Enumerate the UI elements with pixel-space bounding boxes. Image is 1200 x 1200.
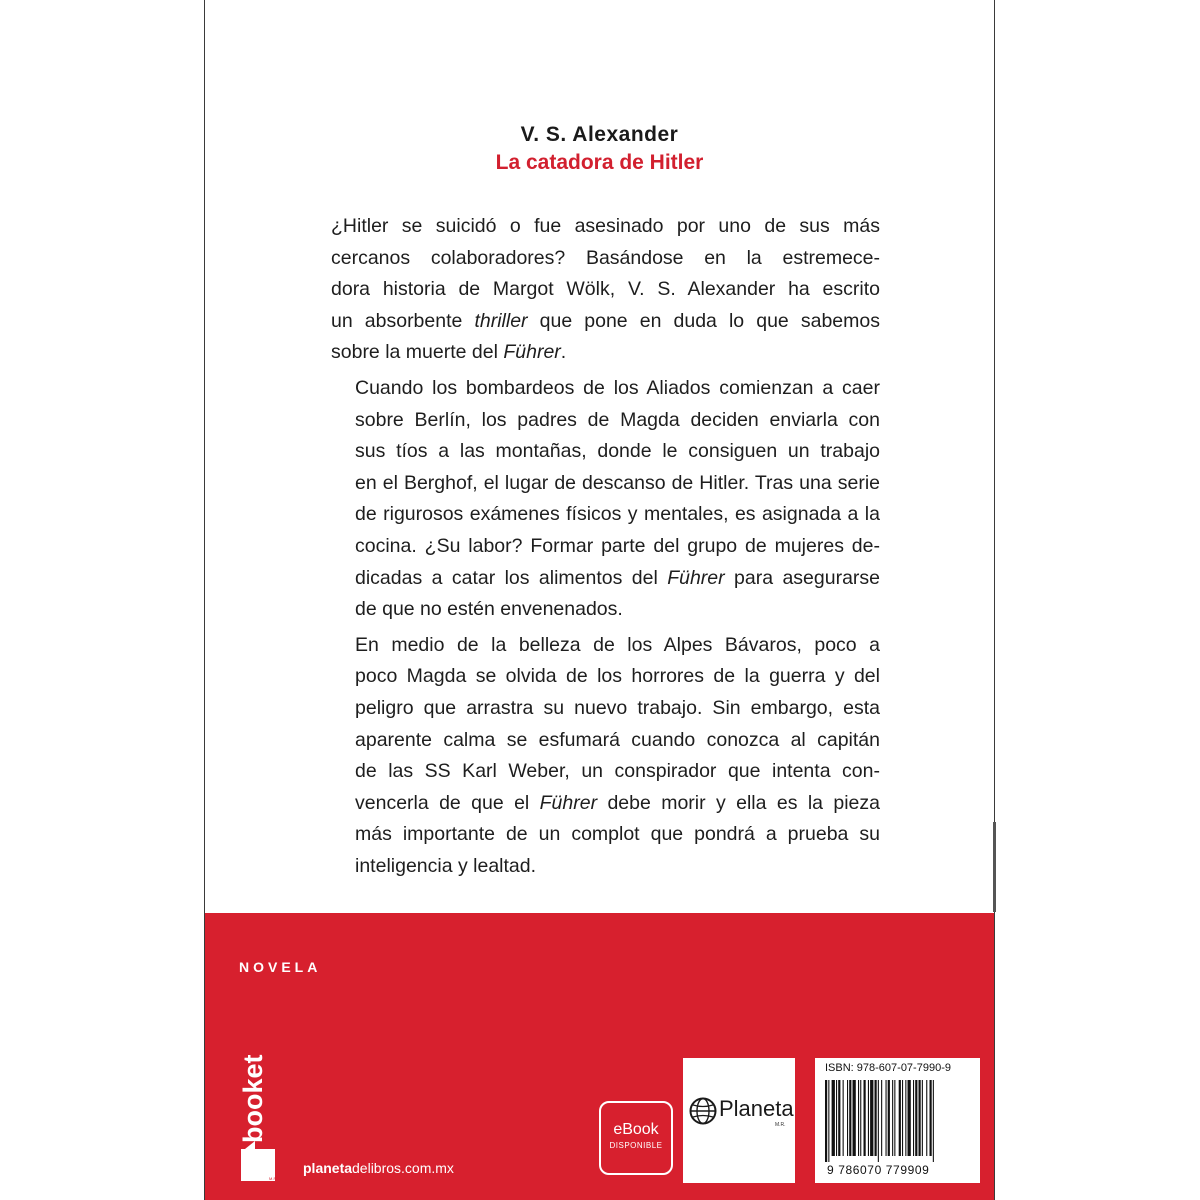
barcode-bar <box>875 1080 877 1156</box>
text-segment: ¿Hitler se suicidó o fue asesinado por uno de sus más <box>331 215 880 237</box>
text-segment: sobre la muerte del <box>331 341 504 364</box>
synopsis-line <box>331 788 880 820</box>
site-regular-part: delibros.com.mx <box>352 1160 454 1176</box>
barcode-bar <box>847 1080 848 1156</box>
text-segment: . <box>560 341 567 364</box>
synopsis-line <box>331 661 880 693</box>
text-segment: En medio de la belleza de los Alpes Bávaros, poco a <box>355 633 880 656</box>
synopsis-line <box>331 531 880 563</box>
synopsis-paragraph-2 <box>331 373 880 626</box>
synopsis-line <box>331 211 880 243</box>
barcode-icon <box>823 1080 973 1162</box>
synopsis-line <box>331 630 880 662</box>
barcode-bar <box>870 1080 873 1156</box>
synopsis-line <box>331 756 880 788</box>
text-segment: en el Berghof, el lugar de descanso de Hitler. Tras una serie <box>355 471 880 494</box>
text-segment: poco Magda se olvida de los horrores de la guerra y del <box>355 665 880 688</box>
barcode-bar <box>825 1080 827 1162</box>
ebook-available-label: DISPONIBLE <box>609 1141 663 1150</box>
text-segment: sobre Berlín, los padres de Magda deciden enviarla con <box>355 408 880 431</box>
barcode-bar <box>878 1080 879 1162</box>
synopsis-line <box>331 725 880 757</box>
barcode-bar <box>902 1080 903 1156</box>
text-segment: peligro que arrastra su nuevo trabajo. Sin embargo, esta <box>355 696 880 719</box>
ebook-badge <box>599 1101 673 1175</box>
planeta-mr: M.R. <box>775 1122 786 1128</box>
text-segment: de que no estén envenenados. <box>355 598 623 621</box>
text-segment: dora historia de Margot Wölk, V. S. Alexander ha escrito <box>331 278 880 301</box>
italic-text: Führer <box>539 791 598 814</box>
synopsis-line <box>331 499 880 531</box>
text-segment: de las SS Karl Weber, un conspirador que intenta con- <box>355 760 880 783</box>
red-footer-band <box>205 913 994 1200</box>
synopsis-line <box>331 693 880 725</box>
text-segment: de rigurosos exámenes físicos y mentales, es asignada a la <box>355 503 880 526</box>
italic-text: Führer <box>667 566 725 589</box>
text-segment: más importante de un complot que pondrá a prueba su <box>355 823 880 846</box>
barcode-bar <box>892 1080 893 1156</box>
barcode-bar <box>930 1080 932 1156</box>
barcode-bar <box>886 1080 887 1156</box>
text-segment: dicadas a catar los alimentos del <box>355 566 668 589</box>
barcode-digits: 9 786070 779909 <box>827 1163 930 1177</box>
booket-mr: M.R. <box>269 1176 278 1181</box>
barcode-bar <box>858 1080 859 1156</box>
synopsis-line <box>331 337 880 369</box>
text-segment: para asegurarse <box>724 566 880 589</box>
synopsis-line <box>331 819 880 851</box>
barcode-bar <box>868 1080 869 1156</box>
barcode-bar <box>915 1080 917 1156</box>
text-segment: que pone en duda lo que sabemos <box>527 309 880 332</box>
italic-text: Führer <box>503 341 561 364</box>
barcode-bar <box>899 1080 901 1156</box>
barcode-bar <box>849 1080 851 1156</box>
barcode-bar <box>888 1080 890 1156</box>
synopsis-paragraph-1 <box>331 211 880 369</box>
spine-edge-mark <box>993 822 996 912</box>
barcode-bar <box>832 1080 835 1156</box>
publisher-website[interactable] <box>303 1160 454 1176</box>
isbn-label: ISBN: 978-607-07-7990-9 <box>825 1062 951 1074</box>
barcode-bar <box>881 1080 882 1156</box>
barcode-bar <box>838 1080 840 1156</box>
barcode-bar <box>864 1080 866 1156</box>
barcode-bar <box>933 1080 934 1162</box>
synopsis-line <box>331 468 880 500</box>
synopsis-line <box>331 594 880 626</box>
text-segment: cercanos colaboradores? Basándose en la estremece- <box>331 246 880 269</box>
site-bold-part: planeta <box>303 1160 353 1176</box>
barcode-bar <box>922 1080 923 1156</box>
planeta-name: Planeta <box>719 1096 794 1121</box>
synopsis-line <box>331 274 880 306</box>
ebook-label: eBook <box>613 1121 659 1138</box>
barcode-bar <box>905 1080 906 1156</box>
barcode-bar <box>843 1080 844 1156</box>
synopsis-paragraph-3 <box>331 630 880 883</box>
booket-logo <box>235 1053 281 1183</box>
barcode-bar <box>913 1080 914 1156</box>
barcode-bar <box>926 1080 927 1156</box>
synopsis-line <box>331 851 880 883</box>
synopsis-line <box>331 563 880 595</box>
author-name: V. S. Alexander <box>520 123 679 146</box>
synopsis-line <box>331 306 880 338</box>
barcode-bar <box>860 1080 861 1156</box>
text-segment: vencerla de que el <box>355 791 540 814</box>
synopsis-line <box>331 373 880 405</box>
barcode-bar <box>836 1080 837 1156</box>
text-segment: un absorbente <box>331 309 475 332</box>
book-title: La catadora de Hitler <box>495 151 704 174</box>
planeta-logo-box <box>683 1058 795 1183</box>
back-cover <box>204 0 995 1200</box>
globe-icon <box>689 1097 717 1125</box>
text-segment: aparente calma se esfumará cuando conozca al capitán <box>355 728 880 751</box>
barcode-bar <box>853 1080 856 1156</box>
text-segment: cocina. ¿Su labor? Formar parte del grupo de mujeres de- <box>355 534 880 557</box>
barcode-box <box>815 1058 980 1183</box>
booket-wordmark: booket <box>238 1054 268 1143</box>
barcode-bar <box>894 1080 895 1156</box>
text-segment: Cuando los bombardeos de los Aliados comienzan a caer <box>355 376 880 399</box>
text-segment: inteligencia y lealtad. <box>355 854 537 877</box>
barcode-bar <box>828 1080 829 1162</box>
text-segment: sus tíos a las montañas, donde le consiguen un trabajo <box>355 440 880 463</box>
genre-label: NOVELA <box>239 959 322 975</box>
barcode-bar <box>908 1080 911 1156</box>
text-segment: debe morir y ella es la pieza <box>597 791 880 814</box>
synopsis-line <box>331 243 880 275</box>
synopsis <box>331 211 880 882</box>
synopsis-line <box>331 436 880 468</box>
italic-text: thriller <box>474 309 528 332</box>
synopsis-line <box>331 405 880 437</box>
barcode-bar <box>919 1080 921 1156</box>
